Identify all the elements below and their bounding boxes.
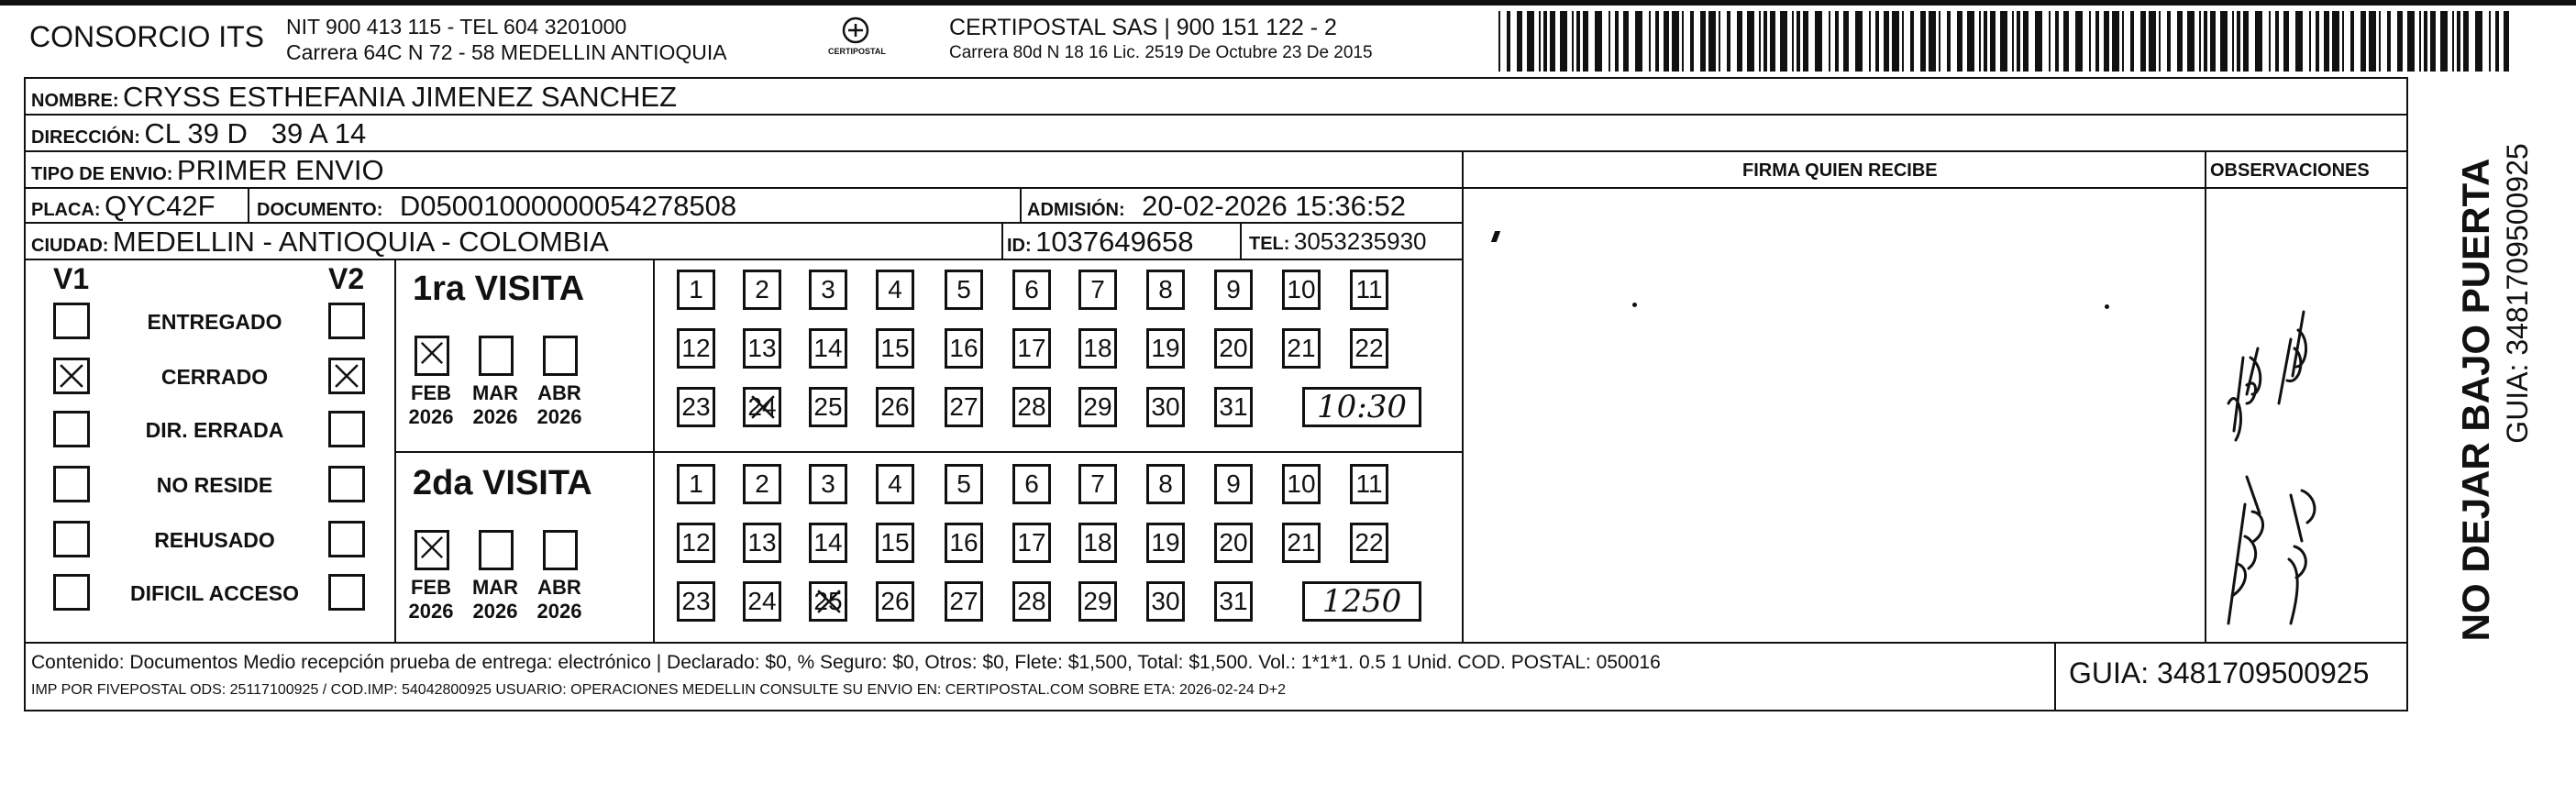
second-visit-day-box[interactable] xyxy=(1214,581,1253,622)
first-visit-day-box[interactable] xyxy=(1214,270,1253,310)
month-name: MAR xyxy=(471,576,519,599)
month-year: 2026 xyxy=(408,405,454,428)
v1-checkbox[interactable] xyxy=(53,574,90,611)
first-visit-day-box[interactable] xyxy=(809,387,847,427)
first-visit-month-checkbox[interactable] xyxy=(415,336,449,376)
first-visit-day-box[interactable] xyxy=(1350,328,1388,369)
footer-guia: GUIA: 3481709500925 xyxy=(2069,656,2370,689)
rule xyxy=(24,114,2408,116)
first-visit-day-box[interactable] xyxy=(809,328,847,369)
first-visit-day-box[interactable] xyxy=(1214,328,1253,369)
first-visit-day-box[interactable] xyxy=(1078,328,1117,369)
v1-checkbox[interactable] xyxy=(53,521,90,557)
day-number: 12 xyxy=(681,528,711,557)
day-number: 31 xyxy=(1219,587,1248,615)
barcode xyxy=(1498,11,2516,72)
nombre-row xyxy=(31,83,677,111)
day-number: 5 xyxy=(956,275,971,303)
day-number: 6 xyxy=(1024,469,1039,498)
first-visit-day-box[interactable] xyxy=(677,387,715,427)
v2-checkbox[interactable] xyxy=(328,574,365,611)
v1-checkbox[interactable] xyxy=(53,466,90,502)
first-visit-time-value: 10:30 xyxy=(1317,389,1407,425)
rule xyxy=(24,642,2408,644)
tel-label: TEL: xyxy=(1249,234,1290,254)
second-visit-day-box[interactable] xyxy=(743,523,781,563)
id-label: ID: xyxy=(1007,236,1032,256)
day-number: 12 xyxy=(681,334,711,362)
second-visit-day-box[interactable] xyxy=(945,581,983,622)
admision-label: ADMISIÓN: xyxy=(1027,200,1125,220)
month-year: 2026 xyxy=(408,600,454,623)
admision-value: 20-02-2026 15:36:52 xyxy=(1142,190,1406,222)
day-number: 8 xyxy=(1158,469,1173,498)
day-number: 28 xyxy=(1017,587,1046,615)
month-name: ABR xyxy=(537,576,581,599)
day-number: 16 xyxy=(949,528,978,557)
status-label: ENTREGADO xyxy=(147,310,282,334)
rule xyxy=(1020,187,1022,222)
second-visit-day-box[interactable] xyxy=(1350,523,1388,563)
first-visit-day-box[interactable] xyxy=(945,270,983,310)
rule xyxy=(394,259,396,642)
day-number: 22 xyxy=(1354,334,1384,362)
footer-contenido: Contenido: Documentos Medio recepción prueba de entrega: electrónico | Declarado: $0, % Seguro: $0, Otros: $0, Flete: $1,500, Total: $1,500. Vol.: 1*1*1. 0.5 1 Unid. COD. POSTAL: 050016 xyxy=(31,652,1661,673)
v1-checkbox[interactable] xyxy=(53,358,90,394)
second-visit-day-box[interactable] xyxy=(1146,581,1185,622)
day-number: 8 xyxy=(1158,275,1173,303)
day-number: 15 xyxy=(880,334,910,362)
day-number: 9 xyxy=(1226,469,1241,498)
id-value: 1037649658 xyxy=(1035,226,1194,258)
second-visit-month-label xyxy=(532,576,587,623)
first-visit-day-box[interactable] xyxy=(677,328,715,369)
day-number: 23 xyxy=(681,392,711,421)
first-visit-day-box[interactable] xyxy=(677,270,715,310)
day-number: 11 xyxy=(1355,469,1383,498)
day-number: 14 xyxy=(813,334,843,362)
first-visit-day-box[interactable] xyxy=(876,270,914,310)
first-visit-day-box[interactable] xyxy=(1214,387,1253,427)
month-year: 2026 xyxy=(536,600,582,623)
direccion-label: DIRECCIÓN: xyxy=(31,127,140,148)
second-visit-day-box[interactable] xyxy=(1078,523,1117,563)
day-number: 13 xyxy=(747,334,777,362)
status-label: NO RESIDE xyxy=(156,473,273,497)
first-visit-title: 1ra VISITA xyxy=(413,270,585,308)
day-number: 5 xyxy=(956,469,971,498)
status-label: CERRADO xyxy=(160,365,269,389)
first-visit-month-checkbox[interactable] xyxy=(543,336,578,376)
second-visit-day-box[interactable] xyxy=(809,523,847,563)
month-name: FEB xyxy=(411,381,451,404)
day-number: 24 xyxy=(747,587,777,615)
day-number: 25 xyxy=(813,392,843,421)
second-visit-day-box[interactable] xyxy=(677,523,715,563)
day-number: 22 xyxy=(1354,528,1384,557)
rule xyxy=(2054,642,2056,711)
id-row xyxy=(1007,227,1194,256)
day-number: 6 xyxy=(1024,275,1039,303)
day-number: 11 xyxy=(1355,275,1383,303)
placa-value: QYC42F xyxy=(105,190,216,222)
tipo-label: TIPO DE ENVIO: xyxy=(31,164,173,184)
first-visit-day-box[interactable] xyxy=(1146,387,1185,427)
no-dejar-notice: NO DEJAR BAJO PUERTA xyxy=(2454,158,2497,642)
second-visit-day-box[interactable] xyxy=(1282,523,1321,563)
rule xyxy=(1240,222,1242,259)
day-number: 28 xyxy=(1017,392,1046,421)
day-number: 3 xyxy=(821,275,835,303)
company-nit: NIT 900 413 115 - TEL 604 3201000 xyxy=(286,15,627,39)
placa-row xyxy=(31,192,216,220)
tel-row xyxy=(1249,229,1427,253)
first-visit-day-box[interactable] xyxy=(1146,328,1185,369)
certipostal-logo xyxy=(824,15,888,62)
day-number: 13 xyxy=(747,528,777,557)
day-number: 15 xyxy=(880,528,910,557)
rule xyxy=(24,259,1464,260)
first-visit-day-box[interactable] xyxy=(743,328,781,369)
status-label: DIR. ERRADA xyxy=(145,418,284,442)
rule xyxy=(653,259,655,642)
tipo-value: PRIMER ENVIO xyxy=(176,154,384,186)
day-number: 17 xyxy=(1017,528,1046,557)
day-number: 31 xyxy=(1219,392,1248,421)
day-number: 21 xyxy=(1287,528,1316,557)
second-visit-day-box[interactable] xyxy=(1214,464,1253,504)
rule xyxy=(248,187,249,222)
signature-dot xyxy=(1632,303,1637,307)
signature-dot xyxy=(2105,304,2109,309)
v2-header: V2 xyxy=(328,262,365,295)
rule xyxy=(394,451,1464,453)
rule xyxy=(1001,222,1003,259)
day-number: 30 xyxy=(1151,392,1180,421)
day-number: 27 xyxy=(949,392,978,421)
company-name: CONSORCIO ITS xyxy=(29,20,265,53)
placa-label: PLACA: xyxy=(31,200,101,220)
day-number: 3 xyxy=(821,469,835,498)
ciudad-label: CIUDAD: xyxy=(31,236,109,256)
first-visit-month-label xyxy=(404,381,459,429)
day-number: 25 xyxy=(813,587,843,615)
documento-row xyxy=(257,192,736,220)
day-number: 1 xyxy=(689,275,703,303)
month-name: ABR xyxy=(537,381,581,404)
firma-label: FIRMA QUIEN RECIBE xyxy=(1742,160,1938,181)
first-visit-day-box[interactable] xyxy=(876,387,914,427)
nombre-value: CRYSS ESTHEFANIA JIMENEZ SANCHEZ xyxy=(123,81,678,113)
day-number: 24 xyxy=(747,392,777,421)
first-visit-day-box[interactable] xyxy=(1012,387,1051,427)
v2-checkbox[interactable] xyxy=(328,303,365,339)
first-visit-day-box[interactable] xyxy=(1012,270,1051,310)
rule xyxy=(2205,150,2206,642)
day-number: 17 xyxy=(1017,334,1046,362)
tel-value: 3053235930 xyxy=(1293,227,1427,255)
carrier-address: Carrera 80d N 18 16 Lic. 2519 De Octubre 23 De 2015 xyxy=(949,43,1373,62)
rule xyxy=(24,187,2408,189)
day-number: 14 xyxy=(813,528,843,557)
status-label: DIFICIL ACCESO xyxy=(129,581,299,605)
first-visit-month-checkbox[interactable] xyxy=(479,336,514,376)
v2-checkbox[interactable] xyxy=(328,521,365,557)
first-visit-day-box[interactable] xyxy=(1146,270,1185,310)
second-visit-day-box[interactable] xyxy=(876,523,914,563)
side-guia: GUIA: 3481709500925 xyxy=(2501,143,2534,444)
second-visit-day-box[interactable] xyxy=(1350,464,1388,504)
day-number: 29 xyxy=(1083,392,1112,421)
month-name: FEB xyxy=(411,576,451,599)
first-visit-day-box[interactable] xyxy=(1012,328,1051,369)
logo-text: CERTIPOSTAL xyxy=(828,47,886,56)
second-visit-time-box[interactable] xyxy=(1302,581,1421,622)
second-visit-day-box[interactable] xyxy=(1078,581,1117,622)
day-number: 19 xyxy=(1151,334,1180,362)
month-name: MAR xyxy=(471,381,519,404)
second-visit-day-box[interactable] xyxy=(1146,464,1185,504)
second-visit-month-label xyxy=(404,576,459,623)
footer-imp: IMP POR FIVEPOSTAL ODS: 25117100925 / COD.IMP: 54042800925 USUARIO: OPERACIONES MEDELLIN CONSULTE SU ENVIO EN: CERTIPOSTAL.COM SOBRE ETA: 2026-02-24 D+2 xyxy=(31,682,1287,698)
first-visit-day-box[interactable] xyxy=(945,387,983,427)
second-visit-title: 2da VISITA xyxy=(413,464,592,502)
day-number: 18 xyxy=(1083,334,1112,362)
rule xyxy=(24,222,1464,224)
day-number: 1 xyxy=(689,469,703,498)
v2-checkbox[interactable] xyxy=(328,411,365,447)
day-number: 7 xyxy=(1090,469,1105,498)
second-visit-day-box[interactable] xyxy=(809,581,847,622)
direccion-value: CL 39 D 39 A 14 xyxy=(144,117,367,149)
day-number: 29 xyxy=(1083,587,1112,615)
first-visit-day-box[interactable] xyxy=(1078,270,1117,310)
second-visit-day-box[interactable] xyxy=(1214,523,1253,563)
first-visit-day-box[interactable] xyxy=(743,387,781,427)
day-number: 2 xyxy=(755,469,769,498)
day-number: 30 xyxy=(1151,587,1180,615)
v1-checkbox[interactable] xyxy=(53,303,90,339)
day-number: 27 xyxy=(949,587,978,615)
day-number: 10 xyxy=(1287,275,1316,303)
second-visit-day-box[interactable] xyxy=(1012,523,1051,563)
first-visit-day-box[interactable] xyxy=(1282,328,1321,369)
first-visit-day-box[interactable] xyxy=(1350,270,1388,310)
day-number: 7 xyxy=(1090,275,1105,303)
documento-value: D05001000000054278508 xyxy=(399,190,737,222)
day-number: 20 xyxy=(1219,528,1248,557)
first-visit-day-box[interactable] xyxy=(945,328,983,369)
first-visit-day-box[interactable] xyxy=(1078,387,1117,427)
day-number: 4 xyxy=(888,275,902,303)
rule xyxy=(24,150,2408,152)
second-visit-month-checkbox[interactable] xyxy=(415,530,449,570)
second-visit-day-box[interactable] xyxy=(677,581,715,622)
second-visit-day-box[interactable] xyxy=(809,464,847,504)
documento-label: DOCUMENTO: xyxy=(257,200,383,220)
second-visit-month-checkbox[interactable] xyxy=(479,530,514,570)
tipo-row xyxy=(31,156,384,184)
day-number: 18 xyxy=(1083,528,1112,557)
first-visit-day-box[interactable] xyxy=(809,270,847,310)
ciudad-value: MEDELLIN - ANTIOQUIA - COLOMBIA xyxy=(112,226,609,258)
second-visit-time-value: 1250 xyxy=(1321,583,1402,620)
nombre-label: NOMBRE: xyxy=(31,91,119,111)
v1-checkbox[interactable] xyxy=(53,411,90,447)
day-number: 10 xyxy=(1287,469,1316,498)
day-number: 16 xyxy=(949,334,978,362)
second-visit-day-box[interactable] xyxy=(743,464,781,504)
month-year: 2026 xyxy=(536,405,582,428)
first-visit-time-box[interactable] xyxy=(1302,387,1421,427)
second-visit-day-box[interactable] xyxy=(876,581,914,622)
second-visit-day-box[interactable] xyxy=(677,464,715,504)
day-number: 23 xyxy=(681,587,711,615)
second-visit-day-box[interactable] xyxy=(1012,464,1051,504)
second-visit-day-box[interactable] xyxy=(1078,464,1117,504)
admision-row xyxy=(1027,192,1406,220)
second-visit-day-box[interactable] xyxy=(945,523,983,563)
carrier-name: CERTIPOSTAL SAS | 900 151 122 - 2 xyxy=(949,15,1337,40)
ciudad-row xyxy=(31,227,609,256)
month-year: 2026 xyxy=(472,600,518,623)
status-label: REHUSADO xyxy=(154,528,275,552)
month-year: 2026 xyxy=(472,405,518,428)
second-visit-day-box[interactable] xyxy=(1012,581,1051,622)
day-number: 19 xyxy=(1151,528,1180,557)
v2-checkbox[interactable] xyxy=(328,358,365,394)
day-number: 21 xyxy=(1287,334,1316,362)
second-visit-day-box[interactable] xyxy=(945,464,983,504)
day-number: 26 xyxy=(880,392,910,421)
second-visit-day-box[interactable] xyxy=(876,464,914,504)
direccion-row xyxy=(31,119,366,148)
second-visit-month-checkbox[interactable] xyxy=(543,530,578,570)
observaciones-label: OBSERVACIONES xyxy=(2210,160,2370,181)
first-visit-month-label xyxy=(468,381,523,429)
day-number: 4 xyxy=(888,469,902,498)
second-visit-month-label xyxy=(468,576,523,623)
day-number: 2 xyxy=(755,275,769,303)
first-visit-month-label xyxy=(532,381,587,429)
first-visit-day-box[interactable] xyxy=(1282,270,1321,310)
v1-header: V1 xyxy=(53,262,90,295)
company-address: Carrera 64C N 72 - 58 MEDELLIN ANTIOQUIA xyxy=(286,40,727,64)
top-edge xyxy=(0,0,2576,6)
first-visit-day-box[interactable] xyxy=(743,270,781,310)
first-visit-day-box[interactable] xyxy=(876,328,914,369)
second-visit-day-box[interactable] xyxy=(743,581,781,622)
day-number: 9 xyxy=(1226,275,1241,303)
v2-checkbox[interactable] xyxy=(328,466,365,502)
observations-handwriting xyxy=(2210,293,2384,633)
day-number: 26 xyxy=(880,587,910,615)
second-visit-day-box[interactable] xyxy=(1282,464,1321,504)
day-number: 20 xyxy=(1219,334,1248,362)
rule xyxy=(1462,150,1464,642)
second-visit-day-box[interactable] xyxy=(1146,523,1185,563)
